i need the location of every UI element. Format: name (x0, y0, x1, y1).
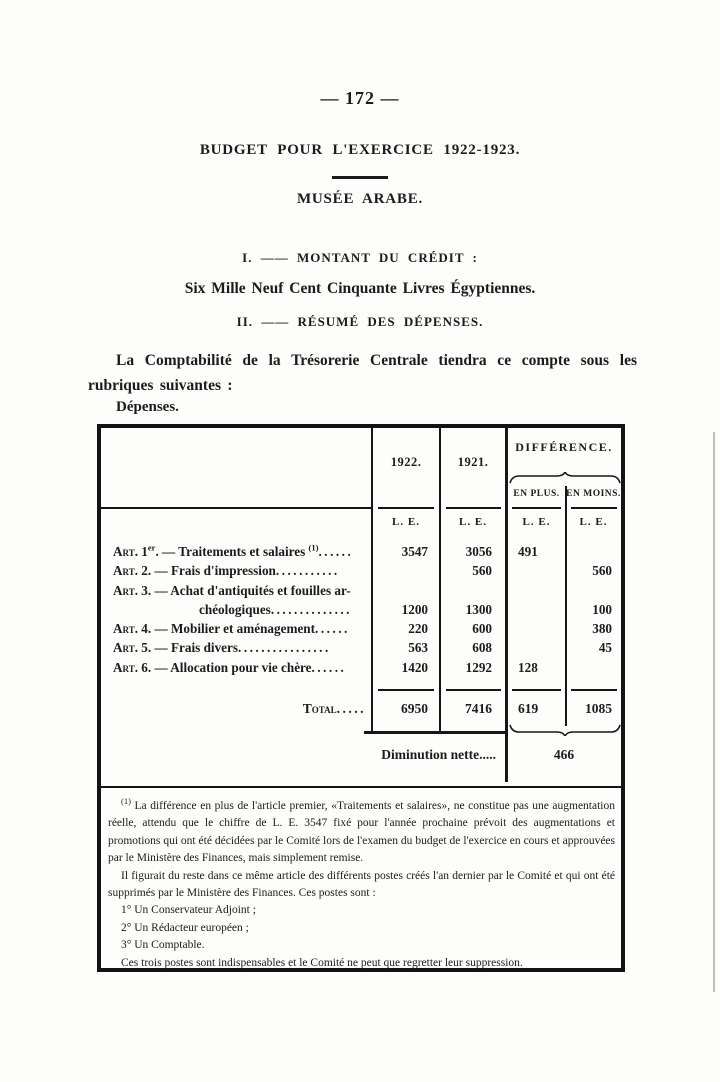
leader-dots: ...... (318, 544, 354, 559)
table-row-art2 (101, 561, 621, 580)
value-1922: 563 (408, 640, 428, 656)
title-rule (332, 176, 388, 179)
section-2-heading: II. —— RÉSUMÉ DES DÉPENSES. (236, 314, 484, 329)
value-1922: 3547 (401, 544, 428, 559)
credit-amount-line: Six Mille Neuf Cent Cinquante Livres Égyptiennes. (184, 280, 536, 297)
table-rule-horizontal-thick (364, 731, 507, 734)
table-row-art4 (101, 619, 621, 638)
value-en-moins: 380 (592, 621, 612, 637)
difference-brace (509, 472, 621, 484)
row-label: — Allocation pour vie chère (151, 659, 312, 675)
expenses-label: Dépenses. (116, 399, 179, 415)
value-en-plus: 491 (518, 544, 538, 559)
value-1922 (372, 561, 440, 580)
value-en-moins: 100 (592, 601, 612, 617)
table-rule-horizontal (571, 507, 617, 509)
total-1922: 6950 (401, 701, 428, 716)
net-decrease-label: Diminution nette..... (381, 747, 496, 762)
value-en-moins (566, 542, 621, 561)
row-label: — Achat d'antiquités et fouilles ar- (151, 582, 351, 598)
value-en-moins: 560 (592, 563, 612, 579)
footnote-marker: (1) (121, 796, 131, 807)
value-1922: 1420 (401, 659, 428, 675)
value-en-plus (507, 561, 566, 580)
value-en-plus (507, 638, 566, 657)
net-decrease-row (101, 744, 621, 766)
ordinal-superscript: er (147, 542, 156, 553)
document-title: BUDGET POUR L'EXERCICE 1922-1923. (199, 142, 521, 158)
value-en-moins (566, 658, 621, 677)
column-header-1922: 1922. (390, 455, 422, 469)
intro-paragraph: La Comptabilité de la Trésorerie Centrale tiendra ce compte sous les rubriques suivantes : (88, 352, 637, 394)
table-rule-horizontal (446, 689, 501, 691)
footnote (108, 798, 615, 972)
footnote-separator-rule (101, 786, 621, 788)
footnote-paragraph-3: Ces trois postes sont indispensables et le Comité ne peut que regretter leur suppression. (121, 956, 523, 969)
row-article: Art. 1 (113, 544, 148, 559)
row-article: Art. 5. (113, 640, 152, 656)
value-1921: 1292 (465, 659, 492, 675)
row-label: . — Traitements et salaires (155, 544, 309, 559)
footnote-list-item-2: 2° Un Rédacteur européen ; (121, 921, 249, 934)
total-en-plus: 619 (518, 701, 539, 716)
column-header-en-plus: EN PLUS. (513, 489, 560, 499)
budget-table (97, 424, 625, 972)
total-label: Total (302, 701, 337, 716)
row-label: — Mobilier et aménagement (151, 621, 316, 637)
leader-dots: ...... (315, 621, 350, 637)
table-rule-horizontal (446, 507, 501, 509)
table-rule-horizontal (512, 507, 561, 509)
leader-dots: ...... (311, 659, 347, 675)
value-1921: 1300 (465, 601, 492, 617)
column-header-en-moins: EN MOINS. (566, 489, 621, 499)
row-label: — Frais d'impression (151, 563, 276, 579)
leader-dots: ................ (238, 640, 331, 656)
footnote-list-item-1: 1° Un Conservateur Adjoint ; (121, 904, 256, 917)
row-article: Art. 6. (113, 659, 152, 675)
value-en-plus (507, 619, 566, 638)
footnote-paragraph-2: Il figurait du reste dans ce même article des différents postes créés l'an dernier par le Comité et qui ont été supprimés par le Ministère des Finances. Ces postes sont : (108, 869, 615, 900)
row-label: — Frais divers (151, 640, 239, 656)
footnote-list-item-3: 3° Un Comptable. (121, 939, 205, 952)
table-row-art3-line2 (101, 600, 621, 619)
leader-dots: ..... (336, 701, 366, 716)
leader-dots: .............. (270, 601, 352, 617)
total-1921: 7416 (465, 701, 492, 716)
column-header-1921: 1921. (457, 455, 489, 469)
value-1921: 560 (472, 563, 492, 579)
net-decrease-brace (509, 724, 621, 736)
value-1922: 1200 (401, 601, 428, 617)
table-row-art6 (101, 658, 621, 677)
footnote-marker: (1) (308, 542, 319, 553)
total-row (101, 698, 621, 720)
total-en-moins: 1085 (585, 701, 612, 716)
row-label-continuation: chéologiques (199, 601, 271, 617)
page-number: — 172 — (320, 88, 400, 108)
table-rule-horizontal (101, 507, 371, 509)
unit-label: L. E. (579, 516, 608, 528)
value-en-moins: 45 (598, 640, 612, 656)
value-1921: 3056 (465, 544, 492, 559)
table-rule-horizontal (378, 507, 434, 509)
table-body (101, 542, 621, 677)
footnote-paragraph-1: $^{(1)}$ La différence en plus de l'article premier, «Traitements et salaires», ne constitue pas une augmentation réelle, attendu que le chiffre de L. E. 3547 fixé pour l'année prochaine prévoit des augmentations et promotions qui ont été décidées par le Comité lors de l'examen du budget de l'exercice en cours et approuvées par le Ministère des Finances, mais simplement remise. (108, 796, 615, 865)
value-en-plus (507, 600, 566, 619)
table-row-art1 (101, 542, 621, 561)
value-en-plus: 128 (518, 659, 538, 675)
unit-label: L. E. (522, 516, 551, 528)
value-1921: 608 (472, 640, 492, 656)
table-rule-horizontal (512, 689, 561, 691)
net-decrease-value: 466 (553, 747, 575, 762)
leader-dots: ........... (275, 563, 340, 579)
value-1921: 600 (472, 621, 492, 637)
table-row-art3-line1 (101, 581, 621, 600)
row-article: Art. 3. (113, 582, 152, 598)
scan-artifact-line (713, 432, 715, 992)
row-article: Art. 2. (113, 563, 152, 579)
column-header-difference: DIFFÉRENCE. (515, 440, 613, 454)
value-1922: 220 (408, 621, 428, 637)
row-article: Art. 4. (113, 621, 152, 637)
section-1-heading: I. —— MONTANT DU CRÉDIT : (242, 250, 478, 265)
document-subtitle: MUSÉE ARABE. (296, 191, 424, 207)
table-rule-horizontal (571, 689, 617, 691)
unit-label: L. E. (459, 516, 487, 528)
table-row-art5 (101, 638, 621, 657)
table-rule-horizontal (378, 689, 434, 691)
unit-label: L. E. (392, 516, 420, 528)
